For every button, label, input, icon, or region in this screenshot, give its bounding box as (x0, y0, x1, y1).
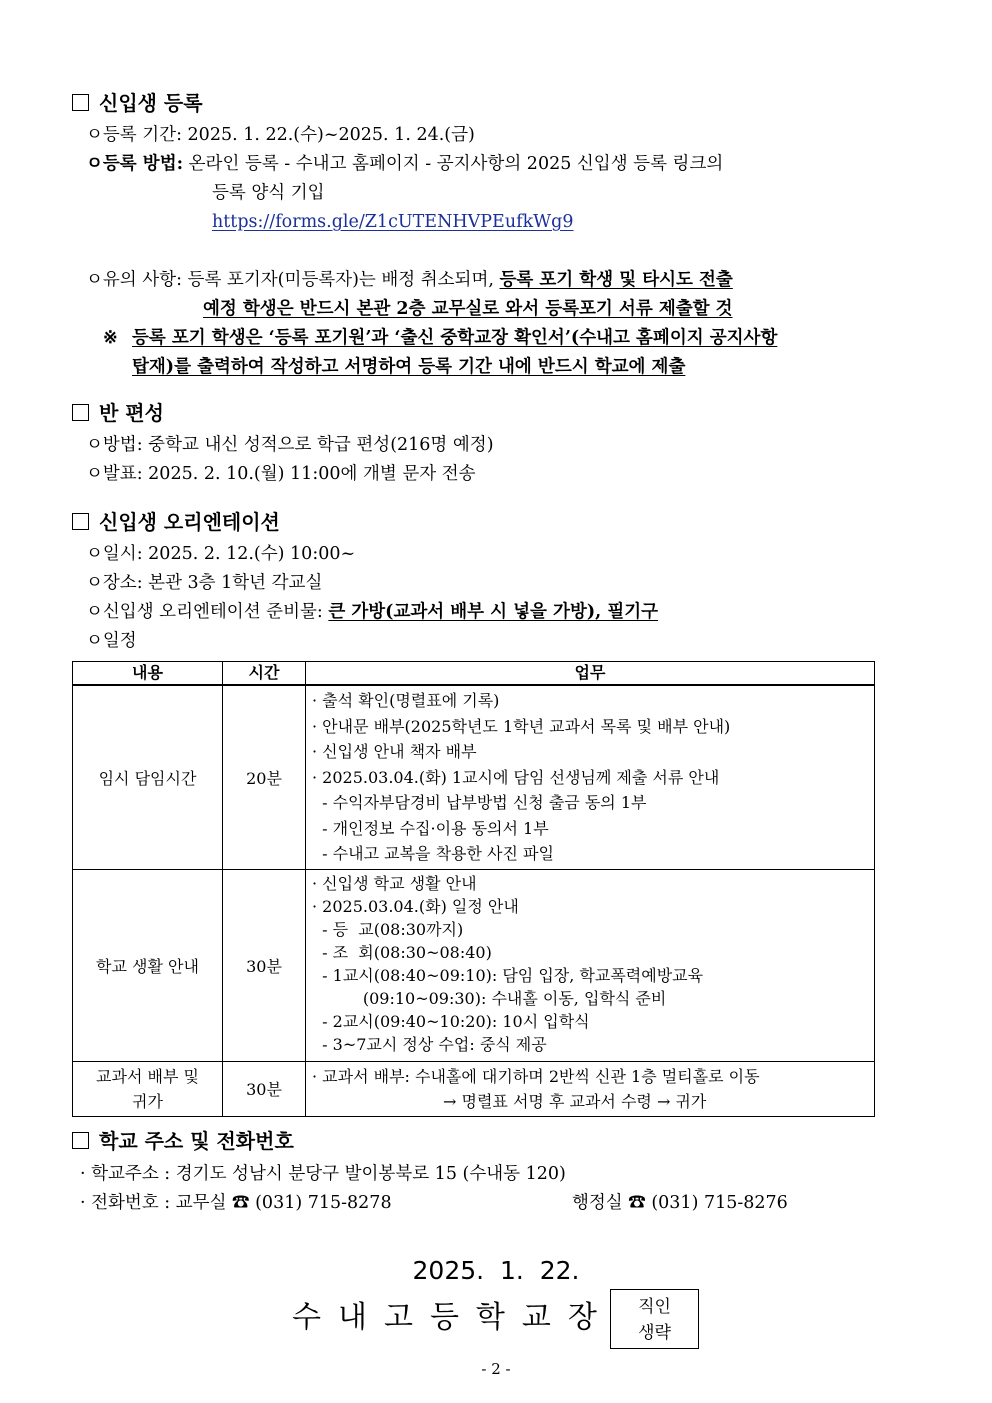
task-item: - 개인정보 수집·이용 동의서 1부 (312, 818, 549, 838)
checkbox-square-icon (72, 94, 89, 111)
contact-phone-admin: 행정실 ☎ (031) 715-8276 (572, 1193, 788, 1213)
heading-text: 신입생 오리엔테이션 (99, 510, 280, 534)
seal-box (610, 1289, 699, 1349)
table-row (73, 1061, 875, 1116)
contact-address: · 학교주소 : 경기도 성남시 분당구 발이봉북로 15 (수내동 120) (80, 1164, 566, 1184)
prep-items: 큰 가방(교과서 배부 시 넣을 가방), 필기구 (328, 602, 659, 622)
row-time: 30분 (223, 869, 306, 1061)
school-principal: 수내고등학교장 (292, 1300, 614, 1335)
checkbox-square-icon (72, 1132, 89, 1149)
task-item: → 명렬표 서명 후 교과서 수령 → 귀가 (443, 1091, 707, 1111)
row-tasks (306, 1061, 875, 1116)
heading-text: 신입생 등록 (99, 91, 203, 115)
orientation-datetime: ㅇ일시: 2025. 2. 12.(수) 10:00~ (86, 544, 356, 564)
class-method: ㅇ방법: 중학교 내신 성적으로 학급 편성(216명 예정) (86, 435, 494, 455)
row-content: 임시 담임시간 (73, 685, 223, 869)
task-item: - 2교시(09:40~10:20): 10시 입학식 (312, 1011, 590, 1031)
class-announce: ㅇ발표: 2025. 2. 10.(월) 11:00에 개별 문자 전송 (86, 464, 476, 484)
row-content-line-1: 교과서 배부 및 (96, 1066, 199, 1086)
orientation-schedule-label: ㅇ일정 (86, 631, 137, 651)
heading-text: 반 편성 (99, 401, 164, 425)
task-item: · 신입생 학교 생활 안내 (312, 873, 477, 893)
task-item: · 안내문 배부(2025학년도 1학년 교과서 목록 및 배부 안내) (312, 716, 731, 736)
note-label: ㅇ유의 사항: 등록 포기자(미등록자)는 배정 취소되며, (86, 270, 500, 290)
star-note-line-2: 탑재)를 출력하여 작성하고 서명하여 등록 기간 내에 반드시 학교에 제출 (132, 357, 686, 377)
checkbox-square-icon (72, 404, 89, 421)
header-tasks: 업무 (306, 662, 875, 686)
checkbox-square-icon (72, 513, 89, 530)
row-time: 30분 (223, 1061, 306, 1116)
header-time: 시간 (223, 662, 306, 686)
row-content: 학교 생활 안내 (73, 869, 223, 1061)
task-item: - 1교시(08:40~09:10): 담임 입장, 학교폭력예방교육 (312, 965, 704, 985)
row-tasks (306, 869, 875, 1061)
registration-note (86, 268, 733, 292)
contact-phone-office: · 전화번호 : 교무실 ☎ (031) 715-8278 (80, 1193, 392, 1213)
task-item: · 2025.03.04.(화) 1교시에 담임 선생님께 제출 서류 안내 (312, 767, 720, 787)
registration-method-cont: 등록 양식 기입 (212, 183, 325, 203)
table-row (73, 869, 875, 1061)
page-number: - 2 - (481, 1360, 511, 1378)
orientation-place: ㅇ장소: 본관 3층 1학년 각교실 (86, 573, 323, 593)
method-label: ㅇ등록 방법: (86, 154, 184, 174)
seal-line-2: 생략 (638, 1323, 671, 1343)
task-item: (09:10~09:30): 수내홀 이동, 입학식 준비 (312, 988, 667, 1008)
registration-form-link[interactable]: https://forms.gle/Z1cUTENHVPEufkWg9 (212, 212, 574, 232)
task-item: - 조 회(08:30~08:40) (312, 942, 492, 962)
task-item: · 2025.03.04.(화) 일정 안내 (312, 896, 519, 916)
note-bold-1: 등록 포기 학생 및 타시도 전출 (499, 270, 733, 290)
task-item: - 수내고 교복을 착용한 사진 파일 (312, 844, 554, 863)
table-header-row (73, 662, 875, 686)
note-bold-2: 예정 학생은 반드시 본관 2층 교무실로 와서 등록포기 서류 제출할 것 (203, 299, 733, 319)
registration-method (86, 152, 723, 176)
section-heading-class (72, 401, 164, 425)
row-time: 20분 (223, 685, 306, 869)
section-heading-orientation (72, 510, 280, 534)
star-note-mark: ※ (103, 328, 118, 348)
section-heading-contact (72, 1129, 294, 1153)
task-item: · 교과서 배부: 수내홀에 대기하며 2반씩 신관 1층 멀티홀로 이동 (312, 1066, 760, 1086)
task-item: - 등 교(08:30까지) (312, 919, 464, 939)
task-item: - 수익자부담경비 납부방법 신청 출금 동의 1부 (312, 793, 647, 812)
method-text: 온라인 등록 - 수내고 홈페이지 - 공지사항의 2025 신입생 등록 링크의 (188, 154, 724, 174)
row-tasks (306, 685, 875, 869)
document-date: 2025. 1. 22. (412, 1256, 580, 1285)
heading-text: 학교 주소 및 전화번호 (99, 1129, 294, 1153)
seal-line-1: 직인 (638, 1297, 671, 1317)
section-heading-registration (72, 91, 203, 115)
task-item: · 신입생 안내 책자 배부 (312, 742, 477, 761)
task-item: · 출석 확인(명렬표에 기록) (312, 691, 500, 710)
star-note-line-1: 등록 포기 학생은 ‘등록 포기원’과 ‘출신 중학교장 확인서’(수내고 홈페이지 공지사항 (132, 328, 778, 348)
schedule-table (72, 661, 875, 1117)
row-content (73, 1061, 223, 1116)
table-row (73, 685, 875, 869)
task-item: - 3~7교시 정상 수업: 중식 제공 (312, 1034, 547, 1054)
header-content: 내용 (73, 662, 223, 686)
registration-period: ㅇ등록 기간: 2025. 1. 22.(수)~2025. 1. 24.(금) (86, 125, 475, 145)
orientation-prep (86, 600, 658, 624)
row-content-line-2: 귀가 (132, 1091, 163, 1111)
prep-label: ㅇ신입생 오리엔테이션 준비물: (86, 602, 329, 622)
